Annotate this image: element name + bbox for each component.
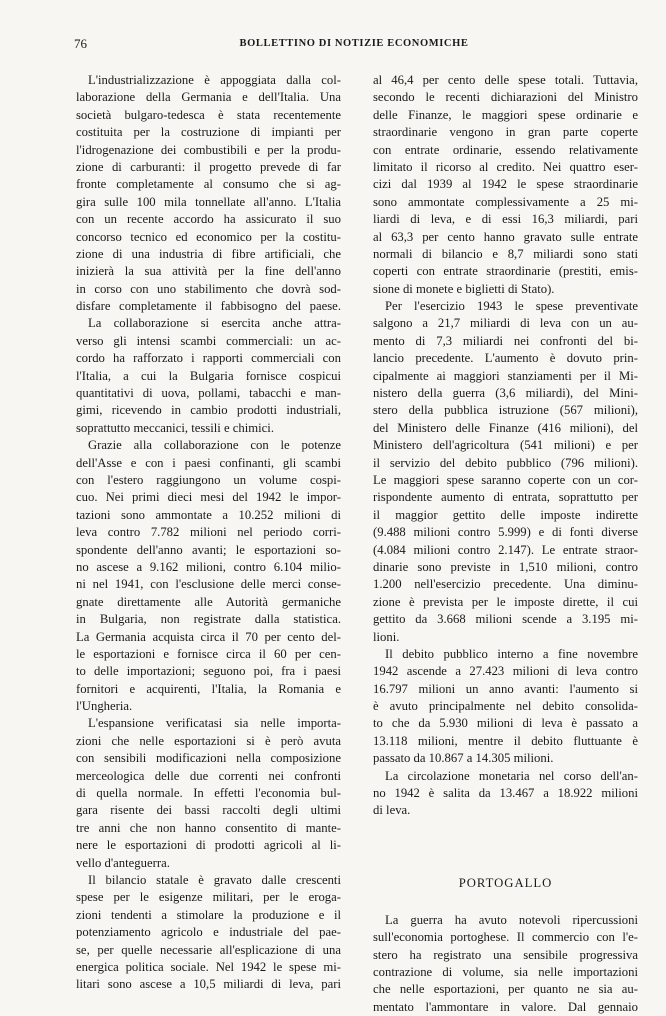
text-line: La circolazione monetaria nel corso dell'an- bbox=[385, 768, 638, 783]
text-line: secondo le recenti dichiarazioni del Ministro bbox=[373, 90, 638, 105]
text-line: al 63,3 per cento hanno gravato sulle entrate bbox=[373, 229, 638, 244]
text-line: laborazione della Germania e dell'Italia. Una bbox=[76, 90, 341, 105]
text-line: fronte completamente al consumo che si ag- bbox=[76, 177, 341, 192]
portogallo-text bbox=[373, 912, 638, 1016]
running-title: BOLLETTINO DI NOTIZIE ECONOMICHE bbox=[239, 38, 469, 49]
text-line: Grazie alla collaborazione con le potenze bbox=[88, 438, 341, 453]
text-line: contrazione di volume, sia nelle importazioni bbox=[373, 964, 638, 979]
text-line: liardi di leva, e di essi 16,3 miliardi, pari bbox=[373, 212, 638, 227]
text-line: 1.200 nell'esercizio precedente. Una diminu- bbox=[373, 577, 638, 592]
text-line: litari sono ascese a 10,5 miliardi di leva, pari bbox=[76, 977, 341, 992]
text-line: Il debito pubblico interno a fine novembre bbox=[385, 646, 638, 661]
text-line: sono ammontate complessivamente a 25 mi- bbox=[373, 194, 638, 209]
text-line: zione di carburanti: il progetto prevede di far bbox=[76, 159, 341, 174]
text-line: cordo ha rafforzato i rapporti commerciali con bbox=[76, 351, 341, 366]
text-line: le esportazioni e fornisce circa il 60 per cen- bbox=[76, 646, 341, 661]
text-line: mento di 7,3 miliardi nei confronti del bi- bbox=[373, 333, 638, 348]
text-line: dell'Asse e con i paesi confinanti, gli scambi bbox=[76, 455, 341, 470]
text-line: zione di una industria di fibre artificiali, che bbox=[76, 246, 341, 261]
text-line: con sensibili modificazioni nella composizione bbox=[76, 751, 341, 766]
section-spacer bbox=[373, 820, 638, 872]
text-line: Le maggiori spese saranno coperte con un cor- bbox=[373, 472, 638, 487]
text-line: (9.488 milioni contro 5.999) e di fonti diverse bbox=[373, 525, 638, 540]
text-line: Ministero dell'agricoltura (541 milioni) e per bbox=[373, 438, 638, 453]
text-line: merceologica delle due correnti nei confronti bbox=[76, 768, 341, 783]
text-line: gira sulle 100 mila tonnellate all'anno. L'Italia bbox=[76, 194, 341, 209]
text-line: stero della pubblica istruzione (567 milioni), bbox=[373, 403, 638, 418]
text-line: straordinarie vengono in gran parte coperte bbox=[373, 125, 638, 140]
text-line: mentato l'ammontare in valore. Dal gennaio bbox=[373, 999, 638, 1014]
text-line: con entrate ordinarie, essendo relativamente bbox=[373, 142, 638, 157]
text-line: passato da 10.867 a 14.305 milioni. bbox=[373, 751, 554, 766]
text-line: gara risente dei bassi raccolti degli ultimi bbox=[76, 803, 341, 818]
text-line: di leva. bbox=[373, 803, 411, 818]
text-line: vello d'anteguerra. bbox=[76, 855, 170, 870]
text-line: fornitori e acquirenti, l'Italia, la Romania e bbox=[76, 681, 341, 696]
text-line: ni nel 1941, con l'esclusione delle merci conse- bbox=[76, 577, 341, 592]
text-line: al 46,4 per cento delle spese totali. Tuttavia, bbox=[373, 73, 638, 87]
text-line: in Bulgaria, non registrate dalla statistica. bbox=[76, 612, 341, 627]
text-line: gimi, ricevendo in cambio prodotti industriali, bbox=[76, 403, 341, 418]
text-line: nistero della guerra (3,6 miliardi), del Mini- bbox=[373, 386, 638, 401]
text-line: del Ministero delle Finanze (416 milioni), del bbox=[373, 420, 638, 435]
text-line: dinarie sono previste in 1,510 milioni, contro bbox=[373, 559, 638, 574]
section-gap bbox=[373, 894, 638, 912]
text-line: quantitativi di uova, pollami, tabacchi e man- bbox=[76, 386, 341, 401]
text-line: il maggior gettito delle imposte indirette bbox=[373, 507, 638, 522]
text-line: spondente dell'anno avanti; le esportazioni so- bbox=[76, 542, 341, 557]
text-line: coperti con entrate straordinarie (prestiti, emis- bbox=[373, 264, 638, 279]
text-line: stero ha registrato una sensibile progressiva bbox=[373, 947, 638, 962]
text-line: potenziamento agricolo e industriale del pae- bbox=[76, 925, 341, 940]
text-line: soprattutto meccanici, tessili e chimici. bbox=[76, 420, 275, 435]
text-line: Il bilancio statale è gravato dalle crescenti bbox=[88, 872, 341, 887]
text-line: rispondente aumento di entrata, soprattutto per bbox=[373, 490, 638, 505]
text-line: no 1942 è salita da 13.467 a 18.922 milioni bbox=[373, 786, 638, 801]
text-line: L'industrializzazione è appoggiata dalla col- bbox=[88, 73, 341, 87]
text-line: L'espansione verificatasi sia nelle importa- bbox=[88, 716, 341, 731]
text-line: di quella normale. In effetti l'economia bul- bbox=[76, 786, 341, 801]
text-line: to che da 5.930 milioni di leva è passato a bbox=[373, 716, 638, 731]
text-line: no ascese a 9.162 milioni, contro 6.104 milio- bbox=[76, 559, 341, 574]
page-header bbox=[74, 36, 634, 58]
text-line: La Germania acquista circa il 70 per cento del- bbox=[76, 629, 341, 644]
text-line: salgono a 21,7 miliardi di leva con un au- bbox=[373, 316, 638, 331]
text-line: l'idrogenazione dei combustibili e per la produ- bbox=[76, 142, 341, 157]
text-line: con un recente accordo ha assicurato il suo bbox=[76, 212, 341, 227]
text-line: zione è prevista per le imposte dirette, il cui bbox=[373, 594, 638, 609]
text-line: l'Ungheria. bbox=[76, 699, 133, 714]
text-line: cipalmente ai maggiori stanziamenti per il Mi- bbox=[373, 368, 638, 383]
text-line: che nelle esportazioni, per quanto ne sia au- bbox=[373, 982, 638, 997]
text-line: leva contro 7.782 milioni nel periodo corri- bbox=[76, 525, 341, 540]
text-line: 13.118 milioni, mentre il debito fluttuante è bbox=[373, 733, 638, 748]
text-line: spese per le esigenze militari, per le eroga- bbox=[76, 890, 341, 905]
text-line: sull'economia portoghese. Il commercio con l'e- bbox=[373, 930, 638, 945]
right-column bbox=[373, 72, 638, 1016]
text-line: energica politica sociale. Nel 1942 le spese mi- bbox=[76, 959, 341, 974]
text-line: è avuto principalmente nel debito consolida- bbox=[373, 699, 638, 714]
text-line: tazioni sono ammontate a 10.252 milioni di bbox=[76, 507, 341, 522]
section-title: PORTOGALLO bbox=[458, 875, 553, 890]
text-line: zioni tendenti a stimolare la produzione e il bbox=[76, 907, 341, 922]
text-line: limitato il ricorso al credito. Nei quattro eser- bbox=[373, 159, 638, 174]
text-line: lancio precedente. L'aumento è dovuto prin- bbox=[373, 351, 638, 366]
text-line: in corso con uno stabilimento che dovrà sod- bbox=[76, 281, 341, 296]
text-line: verso gli intensi scambi commerciali: un ac- bbox=[76, 333, 341, 348]
text-line: cuo. Nei primi dieci mesi del 1942 le impor- bbox=[76, 490, 341, 505]
text-line: il servizio del debito pubblico (796 milioni). bbox=[373, 455, 638, 470]
text-line: se, per quelle necessarie all'esplicazione di una bbox=[76, 942, 341, 957]
text-line: con l'estero raggiungono un volume cospi- bbox=[76, 472, 341, 487]
text-line: sione di monete e biglietti di Stato). bbox=[373, 281, 555, 296]
text-line: delle Finanze, le maggiori spese ordinarie e bbox=[373, 107, 638, 122]
text-line: (4.084 milioni contro 2.147). Le entrate straor- bbox=[373, 542, 638, 557]
text-line: La collaborazione si esercita anche attra- bbox=[88, 316, 341, 331]
text-line: 16.797 milioni un anno avanti: l'aumento si bbox=[373, 681, 638, 696]
text-line: normali di bilancio e 8,7 miliardi sono stati bbox=[373, 246, 638, 261]
text-line: tre anni che non hanno consentito di mante- bbox=[76, 820, 341, 835]
text-line: cizi dal 1939 al 1942 le spese straordinarie bbox=[373, 177, 638, 192]
text-line: società bulgaro-tedesca è stata recentemente bbox=[76, 107, 341, 122]
text-line: gnate direttamente alle Autorità germaniche bbox=[76, 594, 341, 609]
text-line: 1942 ascende a 27.423 milioni di leva contro bbox=[373, 664, 638, 679]
text-line: costituita per la costruzione di impianti per bbox=[76, 125, 341, 140]
page-number: 76 bbox=[74, 36, 87, 51]
text-line: nere le esportazioni di prodotti agricoli al li- bbox=[76, 838, 341, 853]
text-line: La guerra ha avuto notevoli ripercussioni bbox=[385, 912, 638, 927]
left-column bbox=[76, 72, 341, 994]
text-line: Per l'esercizio 1943 le spese preventivate bbox=[385, 299, 638, 314]
bulgaria-text-continued bbox=[373, 72, 638, 820]
text-line: concorso tecnico ed economico per la costitu- bbox=[76, 229, 341, 244]
text-line: lioni. bbox=[373, 629, 400, 644]
text-line: zioni che nelle esportazioni si è però avuta bbox=[76, 733, 341, 748]
text-line: disfare completamente il fabbisogno del paese. bbox=[76, 299, 341, 314]
text-line: gettito da 3.668 milioni scende a 3.195 mi- bbox=[373, 612, 638, 627]
text-line: inizierà la sua attività per la fine dell'anno bbox=[76, 264, 341, 279]
text-line: to delle importazioni; seguono poi, fra i paesi bbox=[76, 664, 341, 679]
text-line: l'Italia, a cui la Bulgaria fornisce cospicui bbox=[76, 368, 341, 383]
